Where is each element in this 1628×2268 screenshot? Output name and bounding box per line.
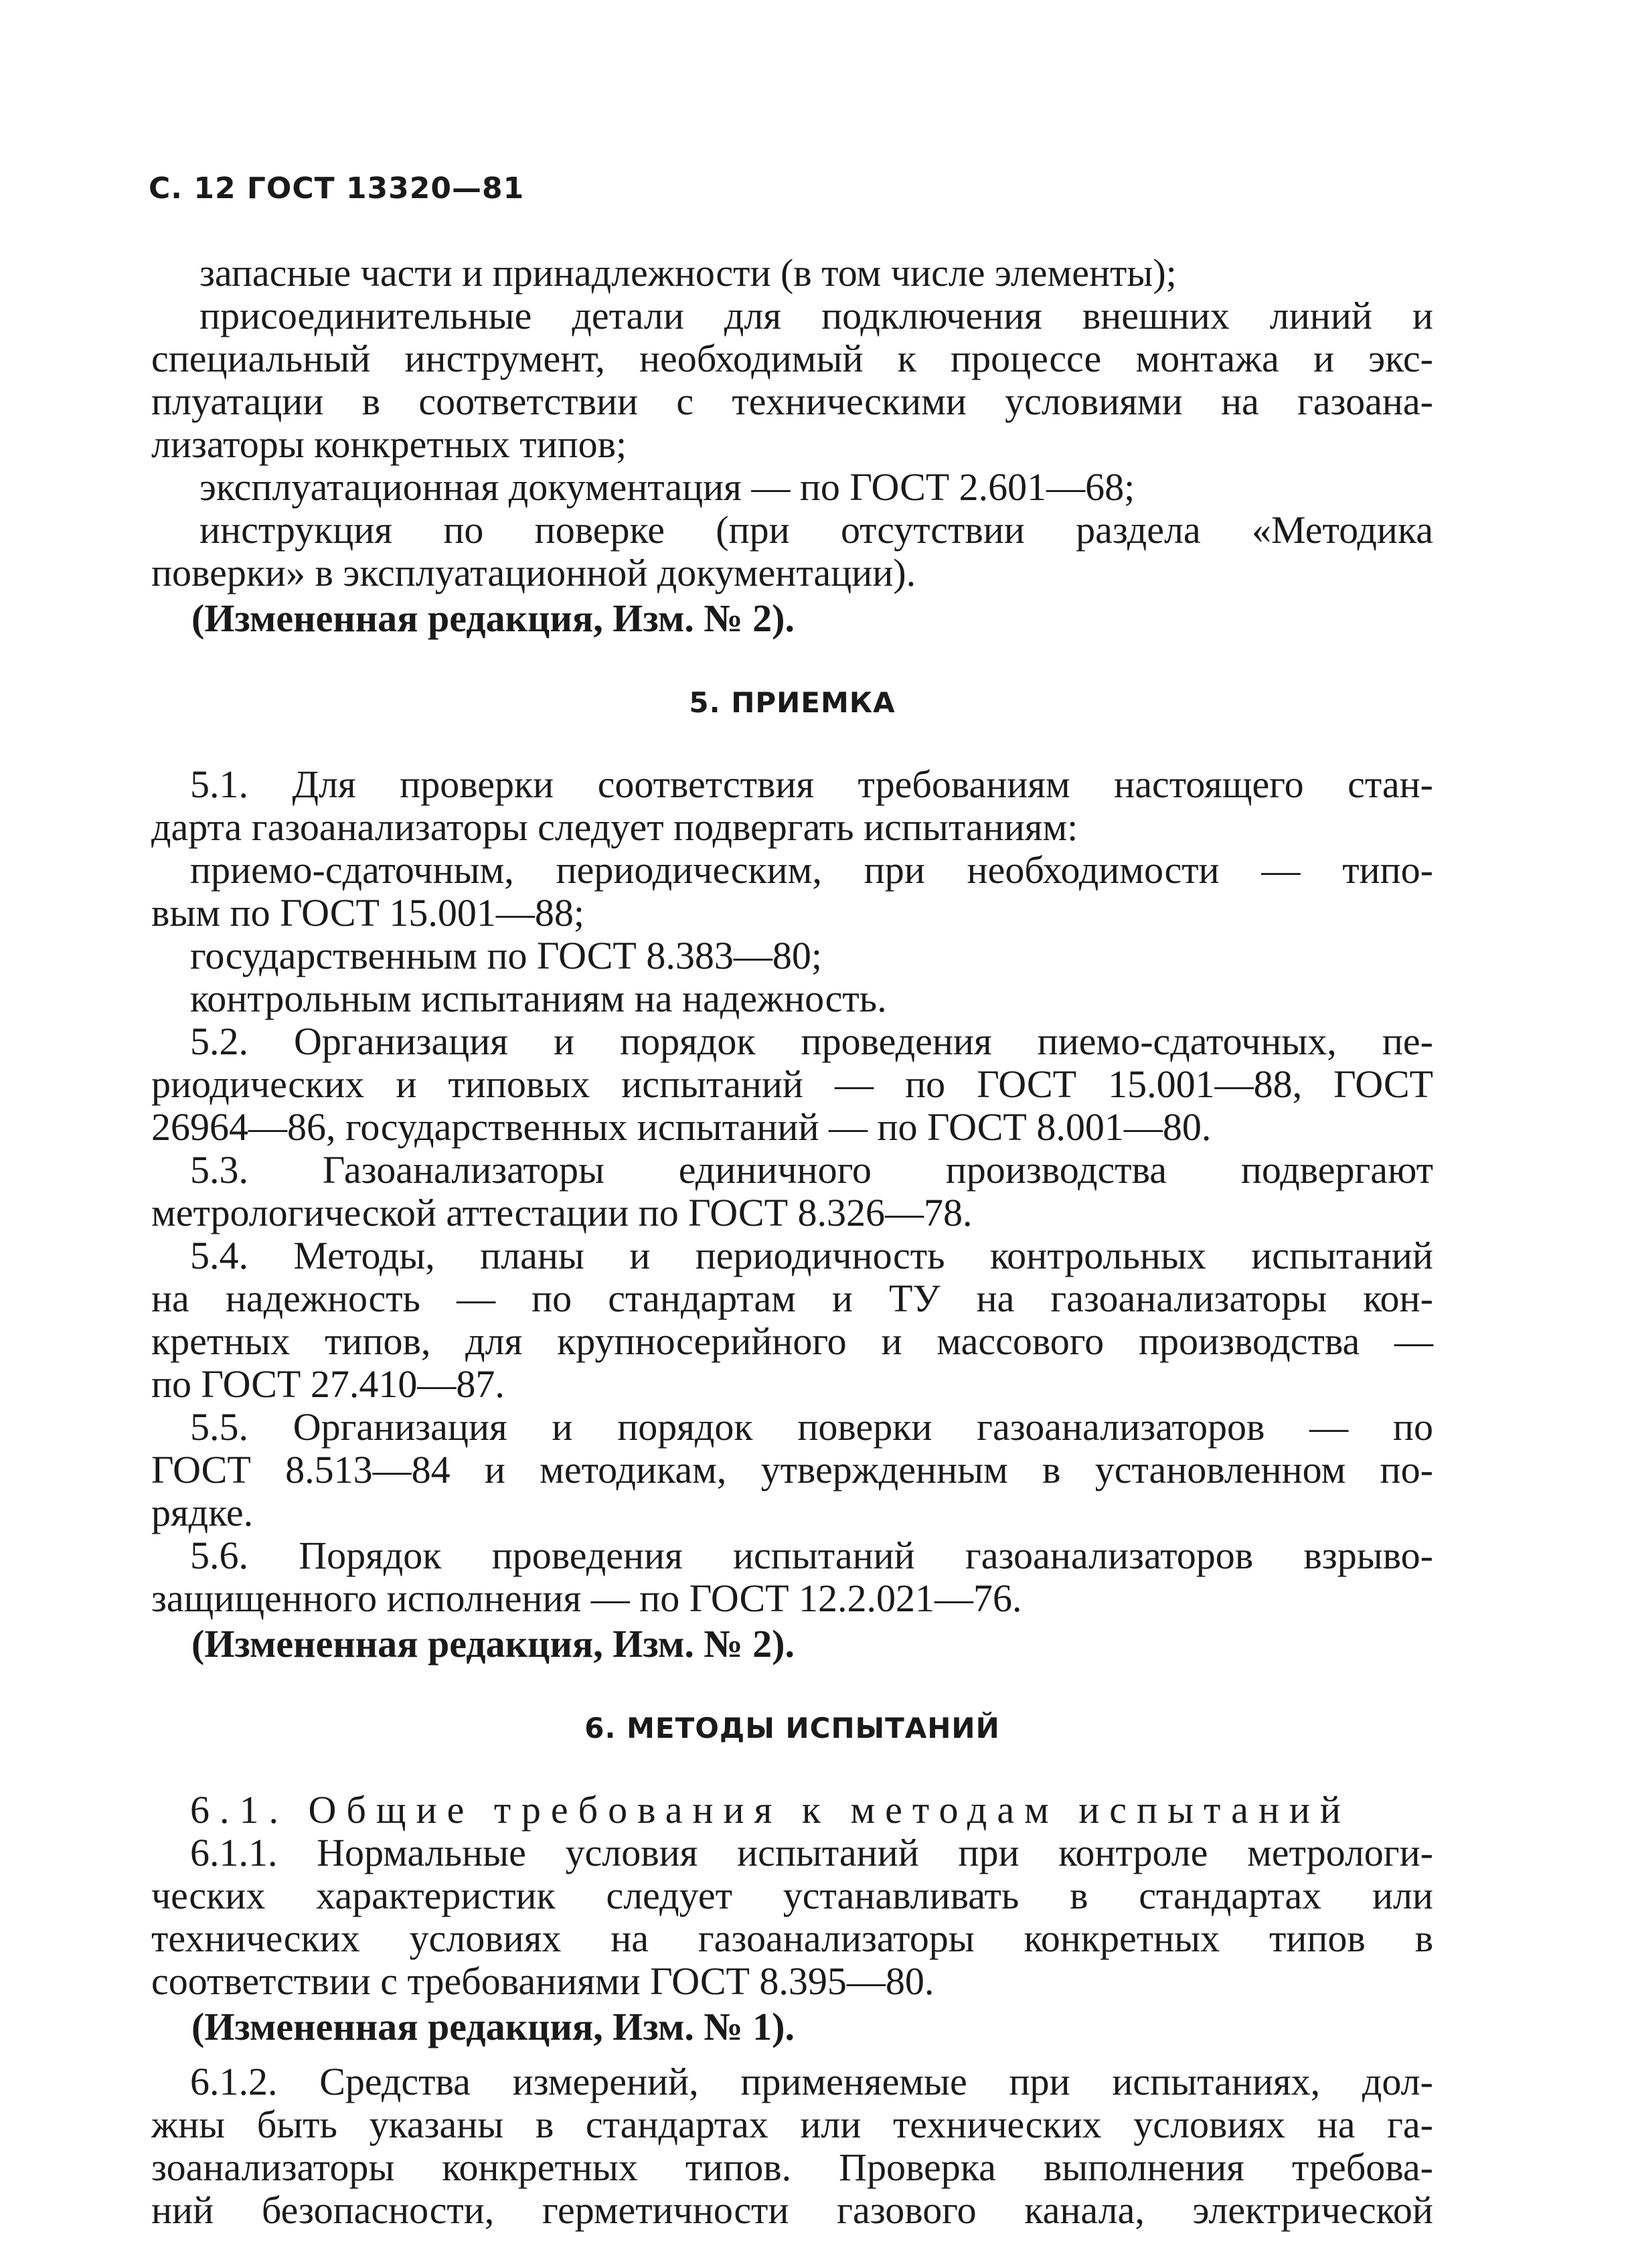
- paragraph-line: [151, 1449, 1433, 1491]
- word: типо-: [1342, 848, 1433, 892]
- word: приемо-сдаточным,: [190, 848, 514, 892]
- word: проведения: [801, 1020, 992, 1063]
- word: Нормальные: [317, 1831, 526, 1874]
- word: необходимости: [967, 848, 1220, 892]
- word: устанавливать: [783, 1874, 1020, 1917]
- word: настоящего: [1114, 762, 1304, 806]
- word: ний: [151, 2188, 214, 2232]
- word: 5.1.: [190, 762, 248, 806]
- word: Газоанализаторы: [322, 1148, 604, 1192]
- word: типовых: [448, 1062, 590, 1106]
- word: типов,: [325, 1319, 431, 1363]
- word: (при: [716, 508, 790, 552]
- word: характеристик: [316, 1874, 556, 1917]
- word: газоанализаторы: [1050, 1277, 1327, 1320]
- paragraph-line: [151, 337, 1433, 380]
- word: инструкция: [199, 508, 393, 552]
- word: технических: [892, 2103, 1102, 2146]
- word: или: [1372, 1874, 1433, 1917]
- word: при: [864, 848, 925, 892]
- word: условиями: [1005, 380, 1183, 423]
- paragraph-line: по ГОСТ 27.410—87.: [151, 1362, 505, 1406]
- word: по: [1392, 1405, 1433, 1449]
- word: по-: [1380, 1448, 1433, 1491]
- word: 5.5.: [190, 1405, 248, 1449]
- word: 5.2.: [190, 1020, 248, 1063]
- word: испытаний: [733, 1534, 915, 1577]
- word: взрыво-: [1303, 1534, 1433, 1577]
- word: газоана-: [1297, 380, 1433, 423]
- word: стандартах: [1139, 1874, 1322, 1917]
- paragraph-line: [151, 1534, 1433, 1577]
- amendment-note: (Измененная редакция, Изм. № 1).: [191, 2005, 795, 2048]
- word: стан-: [1348, 762, 1433, 806]
- paragraph-line: государственным по ГОСТ 8.383—80;: [190, 934, 822, 977]
- word: и: [552, 1405, 573, 1449]
- word: на: [976, 1277, 1015, 1320]
- word: в: [361, 380, 381, 423]
- word: крупносерийного: [557, 1319, 847, 1363]
- word: указаны: [369, 2103, 504, 2146]
- word: пиемо-сдаточных,: [1037, 1020, 1337, 1063]
- word: монтажа: [1135, 337, 1279, 380]
- word: канала,: [1024, 2188, 1145, 2232]
- word: техническими: [732, 380, 967, 423]
- word: соответствии: [418, 380, 639, 423]
- word: —: [1394, 1319, 1433, 1363]
- word: для: [465, 1319, 523, 1363]
- word: быть: [256, 2103, 337, 2146]
- paragraph-line: [151, 380, 1433, 423]
- word: и: [396, 1062, 417, 1106]
- word: Проверка: [839, 2145, 996, 2189]
- document-body: [151, 252, 1433, 2232]
- word: на: [1220, 380, 1259, 423]
- word: инструмент,: [404, 337, 605, 380]
- subsection-heading: 6.1. Общие требования к методам испытаний: [190, 1788, 1351, 1832]
- word: раздела: [1076, 508, 1201, 552]
- word: планы: [480, 1234, 584, 1277]
- word: испытаний: [1251, 1234, 1433, 1277]
- word: «Методика: [1251, 508, 1433, 552]
- paragraph-line: лизаторы конкретных типов;: [151, 422, 627, 466]
- paragraph-line: вым по ГОСТ 15.001—88;: [151, 891, 585, 935]
- word: подвергают: [1240, 1148, 1433, 1192]
- amendment-note: (Измененная редакция, Изм. № 2).: [191, 596, 795, 640]
- word: 5.3.: [190, 1148, 248, 1192]
- word: Организация: [294, 1020, 508, 1063]
- word: ГОСТ: [977, 1062, 1077, 1106]
- word: и: [1313, 337, 1335, 380]
- paragraph-line: [151, 295, 1433, 337]
- word: выполнения: [1043, 2145, 1244, 2189]
- word: порядок: [620, 1020, 756, 1063]
- word: —: [1309, 1405, 1349, 1449]
- word: линий: [1269, 294, 1372, 337]
- word: —: [1261, 848, 1301, 892]
- word: отсутствии: [840, 508, 1025, 552]
- word: га-: [1387, 2103, 1433, 2146]
- word: метрологи-: [1247, 1831, 1433, 1874]
- word: поверке: [534, 508, 665, 552]
- word: и: [831, 1277, 853, 1320]
- word: технических: [151, 1917, 360, 1960]
- word: ческих: [151, 1874, 266, 1917]
- paragraph-line: [151, 1320, 1433, 1363]
- word: —: [457, 1277, 496, 1320]
- paragraph-line: [151, 2060, 1433, 2103]
- paragraph-line: метрологической аттестации по ГОСТ 8.326—78.: [151, 1191, 973, 1234]
- word: с: [676, 380, 694, 423]
- amendment-note: (Измененная редакция, Изм. № 2).: [191, 1622, 795, 1666]
- word: надежность: [225, 1277, 420, 1320]
- word: контроле: [1058, 1831, 1208, 1874]
- section-title-test-methods: 6. МЕТОДЫ ИСПЫТАНИЙ: [584, 1712, 1000, 1745]
- word: и: [554, 1020, 575, 1063]
- word: следует: [606, 1874, 732, 1917]
- word: экс-: [1368, 337, 1433, 380]
- word: проверки: [400, 762, 554, 806]
- word: в: [535, 2103, 554, 2146]
- paragraph-line: запасные части и принадлежности (в том числе элементы);: [199, 251, 1177, 295]
- word: по: [443, 508, 484, 552]
- paragraph-line: защищенного исполнения — по ГОСТ 12.2.021—76.: [151, 1576, 1022, 1620]
- word: 15.001—88,: [1108, 1062, 1303, 1106]
- word: условиях: [409, 1917, 562, 1960]
- paragraph-line: [151, 1020, 1433, 1063]
- paragraph-line: [151, 763, 1433, 806]
- word: газоанализаторы: [698, 1917, 975, 1960]
- word: порядок: [617, 1405, 753, 1449]
- word: утвержденным: [760, 1448, 1008, 1491]
- word: и: [629, 1234, 651, 1277]
- word: в: [1414, 1917, 1433, 1960]
- word: конкретных: [442, 2145, 638, 2189]
- word: электрической: [1192, 2188, 1433, 2232]
- word: испытаниях,: [1112, 2060, 1321, 2103]
- word: зоанализаторы: [151, 2145, 395, 2189]
- word: кретных: [151, 1319, 291, 1363]
- word: безопасности,: [261, 2188, 495, 2232]
- word: типов.: [685, 2145, 792, 2189]
- word: кон-: [1363, 1277, 1433, 1320]
- word: 8.513—84: [285, 1448, 451, 1491]
- word: контрольных: [989, 1234, 1206, 1277]
- word: производства: [945, 1148, 1167, 1192]
- word: испытаний: [621, 1062, 803, 1106]
- word: испытаний: [737, 1831, 919, 1874]
- word: Для: [292, 762, 356, 806]
- word: Средства: [319, 2060, 471, 2103]
- word: Методы,: [293, 1234, 435, 1277]
- word: дол-: [1362, 2060, 1433, 2103]
- word: подключения: [821, 294, 1042, 337]
- word: газоанализаторов: [977, 1405, 1265, 1449]
- word: и: [484, 1448, 505, 1491]
- word: ТУ: [888, 1277, 941, 1320]
- word: периодическим,: [556, 848, 822, 892]
- word: специальный: [151, 337, 371, 380]
- word: Порядок: [299, 1534, 442, 1577]
- word: требованиям: [858, 762, 1070, 806]
- word: необходимый: [639, 337, 864, 380]
- word: газового: [837, 2188, 977, 2232]
- paragraph-line: [151, 2103, 1433, 2146]
- paragraph-line: поверки» в эксплуатационной документации).: [151, 551, 916, 594]
- word: по: [532, 1277, 572, 1320]
- word: условиях: [1133, 2103, 1286, 2146]
- word: 5.6.: [190, 1534, 248, 1577]
- paragraph-line: [151, 1406, 1433, 1449]
- paragraph-line: [151, 1832, 1433, 1874]
- word: соответствия: [597, 762, 815, 806]
- paragraph-line: [151, 1149, 1433, 1192]
- paragraph-line: [151, 1063, 1433, 1106]
- paragraph-line: [151, 2146, 1433, 2189]
- paragraph-line: соответствии с требованиями ГОСТ 8.395—80.: [151, 1959, 934, 2003]
- word: 6.1.1.: [190, 1831, 278, 1874]
- paragraph-line: [151, 509, 1433, 552]
- page-header: С. 12 ГОСТ 13320—81: [149, 171, 525, 206]
- word: измерений,: [512, 2060, 699, 2103]
- word: внешних: [1082, 294, 1230, 337]
- word: методикам,: [540, 1448, 727, 1491]
- word: применяемые: [740, 2060, 967, 2103]
- word: риодических: [151, 1062, 365, 1106]
- word: или: [800, 2103, 862, 2146]
- word: конкретных: [1024, 1917, 1220, 1960]
- word: условия: [565, 1831, 698, 1874]
- section-title-acceptance: 5. ПРИЕМКА: [689, 686, 896, 719]
- paragraph-line: [151, 1234, 1433, 1277]
- word: процессе: [951, 337, 1102, 380]
- word: производства: [1138, 1319, 1360, 1363]
- word: плуатации: [151, 380, 324, 423]
- word: 5.4.: [190, 1234, 248, 1277]
- paragraph-line: 26964—86, государственных испытаний — по ГОСТ 8.001—80.: [151, 1105, 1212, 1149]
- word: требова-: [1291, 2145, 1433, 2189]
- word: пе-: [1382, 1020, 1433, 1063]
- word: ГОСТ: [1333, 1062, 1433, 1106]
- paragraph-line: дарта газоанализаторы следует подвергать испытаниям:: [151, 805, 1078, 849]
- word: 6.1.2.: [190, 2060, 278, 2103]
- word: периодичность: [695, 1234, 945, 1277]
- word: жны: [151, 2103, 226, 2146]
- word: поверки: [797, 1405, 932, 1449]
- word: Организация: [293, 1405, 507, 1449]
- word: массового: [937, 1319, 1105, 1363]
- word: при: [1009, 2060, 1070, 2103]
- paragraph-line: [151, 849, 1433, 892]
- word: —: [835, 1062, 874, 1106]
- word: герметичности: [542, 2188, 789, 2232]
- word: единичного: [678, 1148, 872, 1192]
- word: по: [905, 1062, 946, 1106]
- word: в: [1070, 1874, 1088, 1917]
- word: стандартам: [608, 1277, 796, 1320]
- word: газоанализаторов: [965, 1534, 1254, 1577]
- word: на: [610, 1917, 649, 1960]
- word: проведения: [491, 1534, 683, 1577]
- paragraph-line: [151, 2189, 1433, 2232]
- paragraph-line: [151, 1874, 1433, 1917]
- word: в: [1042, 1448, 1061, 1491]
- paragraph-line: [151, 1917, 1433, 1960]
- word: для: [724, 294, 782, 337]
- word: при: [958, 1831, 1020, 1874]
- paragraph-line: [151, 1277, 1433, 1320]
- word: на: [1317, 2103, 1356, 2146]
- word: присоединительные: [199, 294, 532, 337]
- word: типов: [1269, 1917, 1366, 1960]
- word: ГОСТ: [151, 1448, 251, 1491]
- word: стандартах: [585, 2103, 768, 2146]
- paragraph-line: рядке.: [151, 1491, 254, 1534]
- word: на: [151, 1277, 189, 1320]
- word: установленном: [1094, 1448, 1346, 1491]
- word: детали: [572, 294, 684, 337]
- paragraph-line: контрольным испытаниям на надежность.: [190, 977, 887, 1020]
- word: к: [897, 337, 916, 380]
- paragraph-line: эксплуатационная документация — по ГОСТ 2.601—68;: [199, 465, 1135, 509]
- word: и: [1412, 294, 1433, 337]
- word: и: [881, 1319, 902, 1363]
